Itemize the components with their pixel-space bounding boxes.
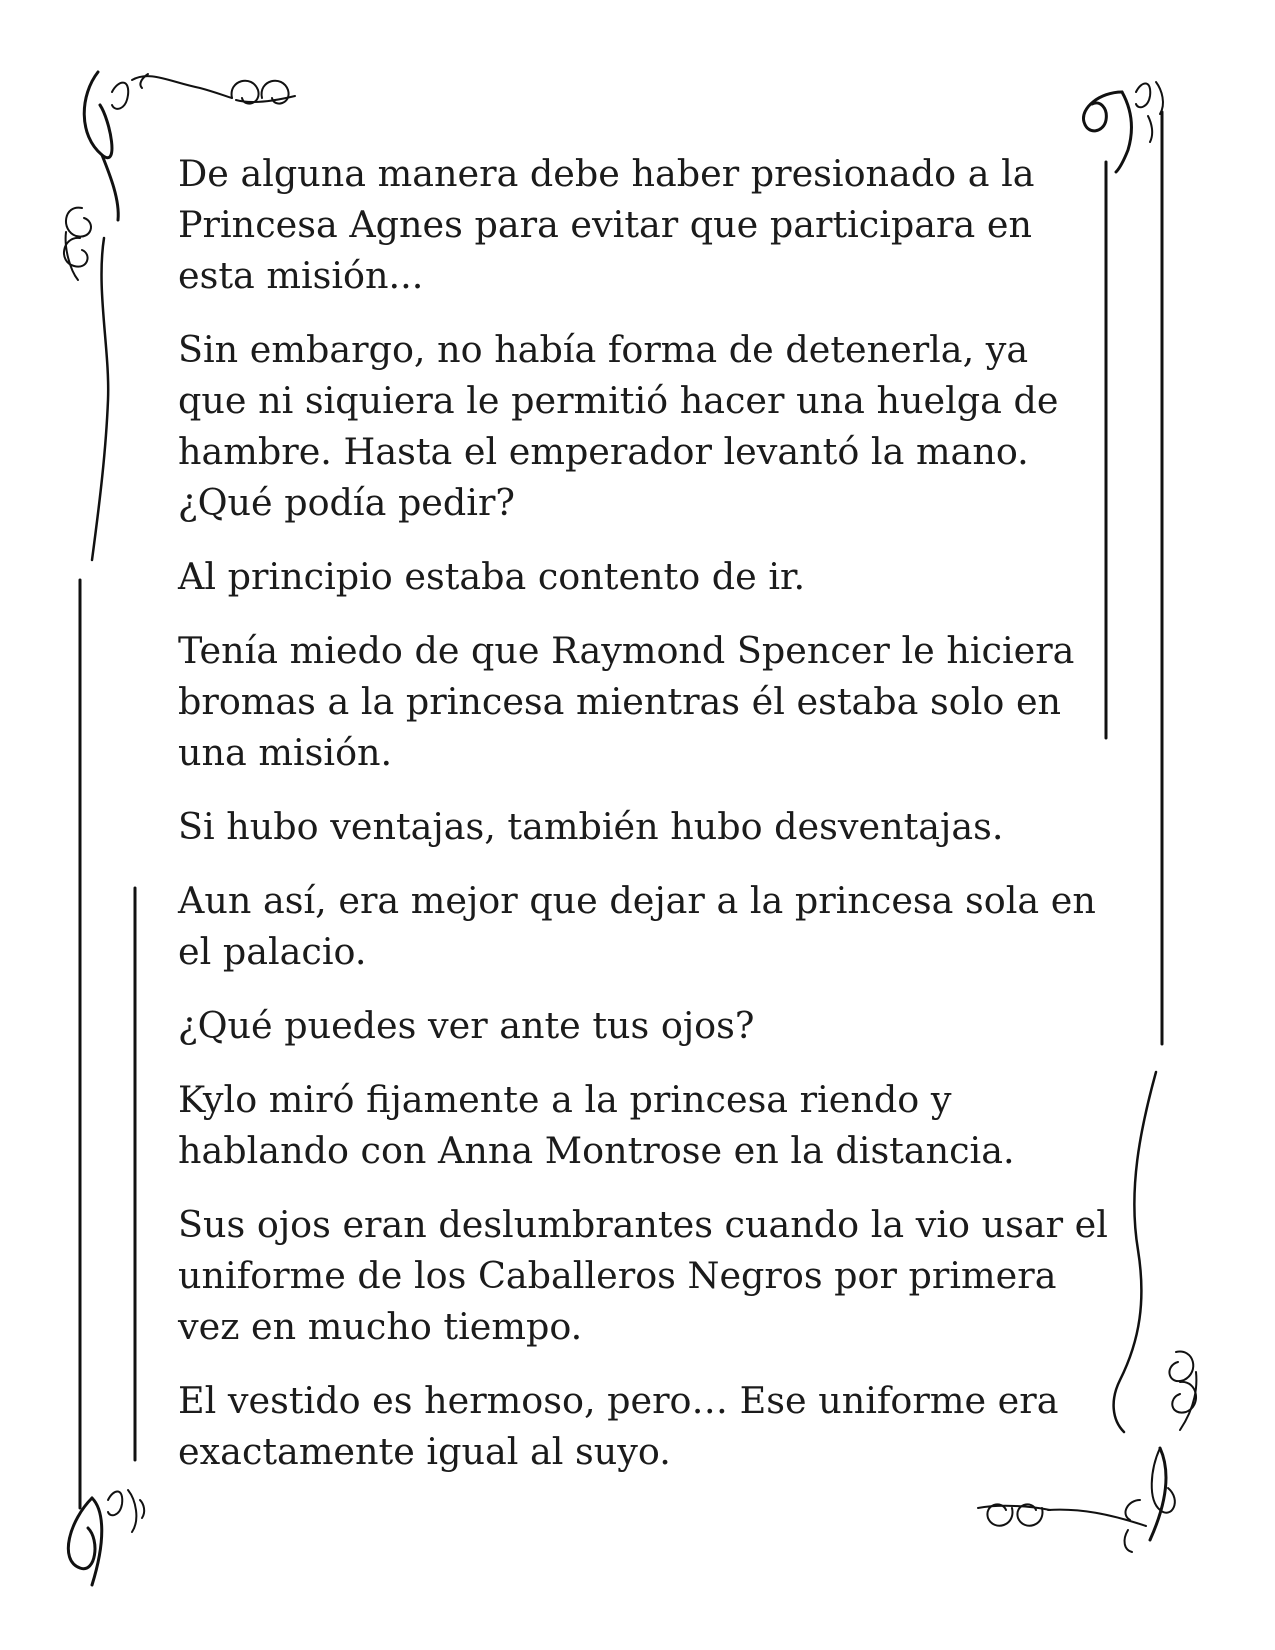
paragraph: Tenía miedo de que Raymond Spencer le hiciera bromas a la princesa mientras él estaba solo en una misión. <box>178 629 1075 774</box>
story-text <box>178 148 1108 1500</box>
paragraph: Sin embargo, no había forma de detenerla, ya que ni siquiera le permitió hacer una huelga de hambre. Hasta el emperador levantó la mano. ¿Qué podía pedir? <box>178 328 1059 524</box>
paragraph: El vestido es hermoso, pero… Ese uniforme era exactamente igual al suyo. <box>178 1379 1059 1473</box>
paragraph: Sus ojos eran deslumbrantes cuando la vio usar el uniforme de los Caballeros Negros por primera vez en mucho tiempo. <box>178 1203 1108 1348</box>
paragraph: Al principio estaba contento de ir. <box>178 555 806 598</box>
paragraph: Si hubo ventajas, también hubo desventajas. <box>178 805 1004 848</box>
paragraph: Aun así, era mejor que dejar a la princesa sola en el palacio. <box>178 879 1096 973</box>
paragraph: Kylo miró fijamente a la princesa riendo y hablando con Anna Montrose en la distancia. <box>178 1078 1015 1172</box>
paragraph: De alguna manera debe haber presionado a la Princesa Agnes para evitar que participara en esta misión... <box>178 152 1035 297</box>
paragraph: ¿Qué puedes ver ante tus ojos? <box>178 1004 755 1047</box>
